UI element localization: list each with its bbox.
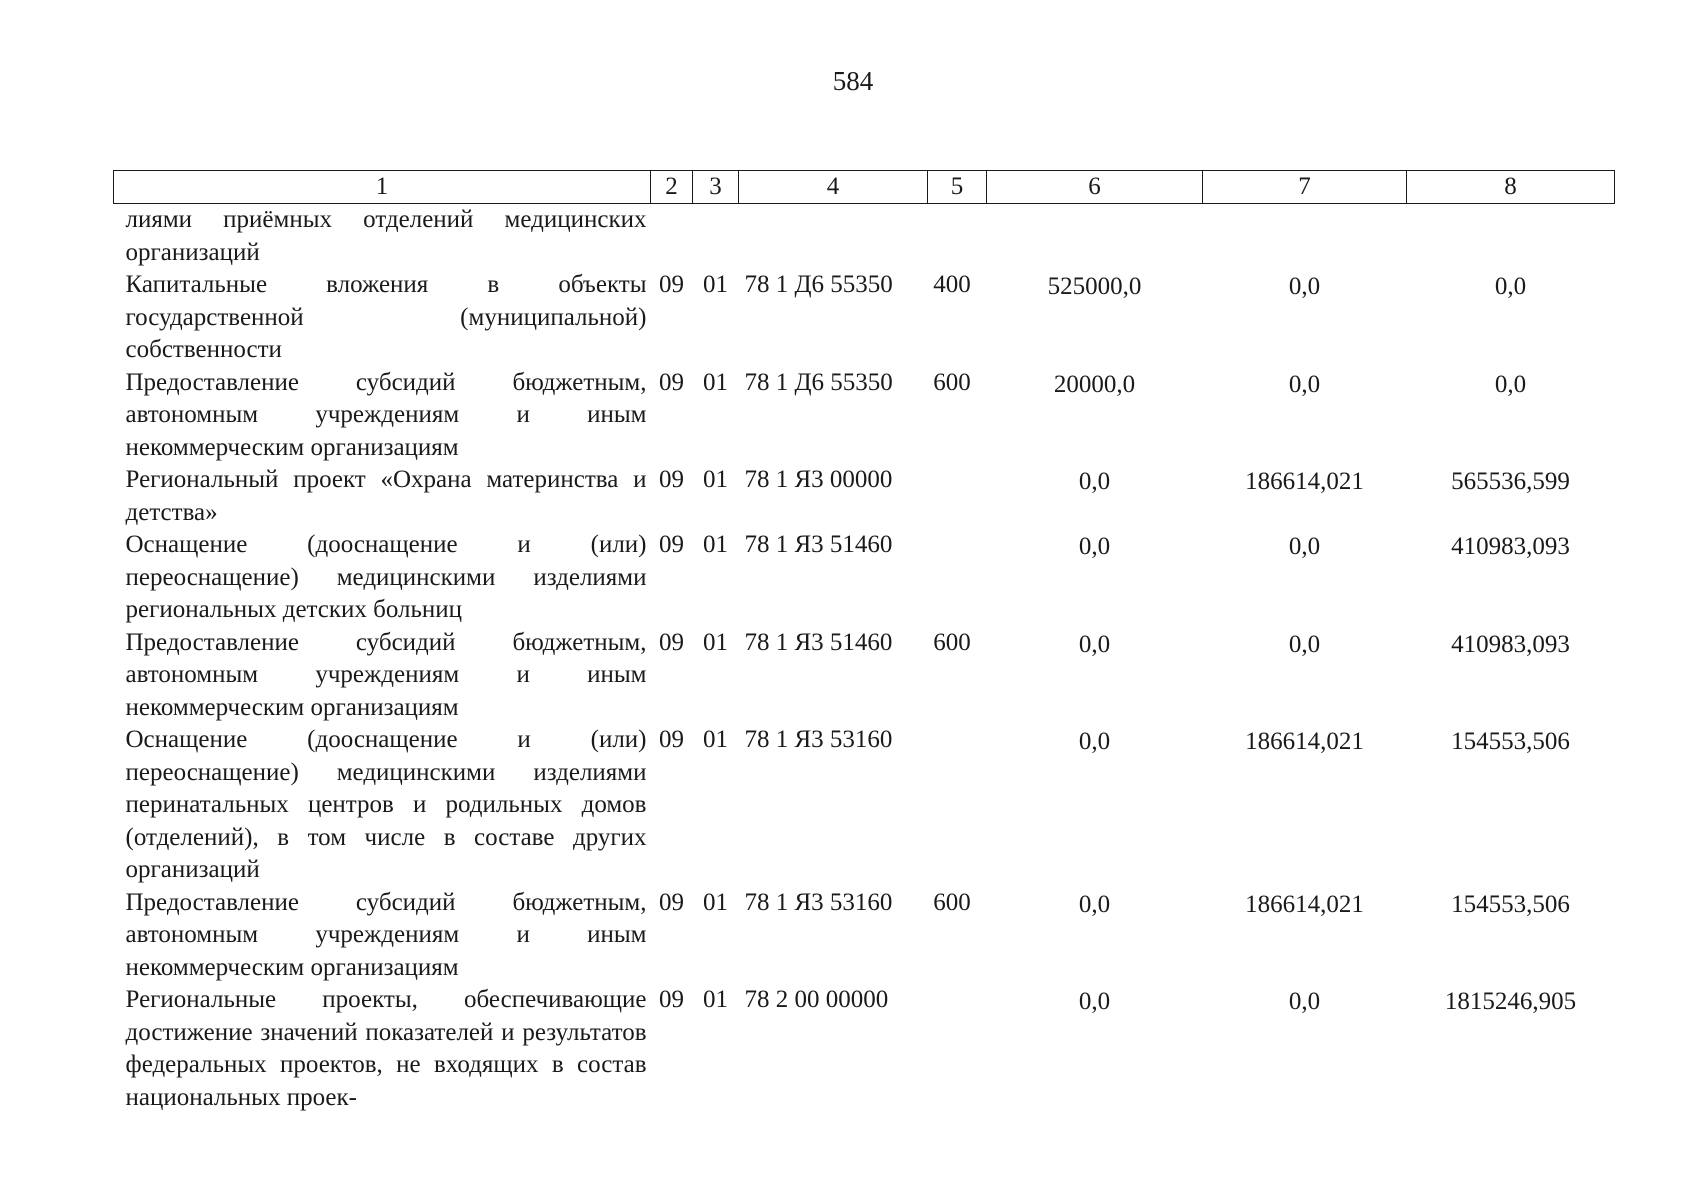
row-description: Региональные проекты, обеспечивающие достижение значений показателей и результатов федеральных проектов, не входящих в состав национальных проек- (125, 986, 647, 1111)
expense-type-code (928, 984, 987, 1114)
expense-type-code: 600 (933, 888, 971, 916)
subsection-code: 01 (703, 726, 728, 753)
column-header: 4 (739, 171, 928, 204)
subsection-code: 01 (703, 986, 728, 1013)
amount-col6: 0,0 (1078, 468, 1111, 495)
target-article-code: 78 1 Д6 55350 (744, 368, 893, 396)
amount-col6: 20000,0 (1053, 370, 1136, 398)
section-code (651, 204, 693, 270)
page-number: 584 (832, 66, 874, 96)
expense-type-code: 600 (933, 628, 971, 656)
column-header: 6 (987, 171, 1203, 204)
expense-type-code: 400 (933, 271, 971, 298)
row-description: Региональный проект «Охрана материнства и детства» (125, 466, 647, 526)
column-header: 7 (1203, 171, 1407, 204)
amount-col6: 0,0 (1078, 630, 1111, 658)
table-row (114, 887, 1615, 985)
expense-type-code (928, 204, 987, 270)
table-row (114, 367, 1615, 465)
subsection-code (693, 204, 739, 270)
target-article-code: 78 2 00 00000 (744, 986, 889, 1013)
amount-col7: 0,0 (1288, 273, 1321, 300)
amount-col8 (1407, 204, 1615, 270)
section-code: 09 (659, 531, 684, 558)
subsection-code: 01 (703, 628, 728, 656)
column-number-row (114, 171, 1615, 204)
column-header: 3 (693, 171, 739, 204)
section-code: 09 (659, 368, 684, 396)
amount-col6: 0,0 (1078, 728, 1111, 755)
row-description: Предоставление субсидий бюджетным, автономным учреждениям и иным некоммерческим организациям (125, 888, 647, 981)
target-article-code: 78 1 Я3 00000 (744, 466, 893, 493)
amount-col8: 154553,506 (1451, 728, 1570, 755)
amount-col7: 0,0 (1288, 370, 1321, 398)
amount-col8: 0,0 (1494, 273, 1527, 300)
subsection-code: 01 (703, 531, 728, 558)
amount-col7: 186614,021 (1245, 890, 1364, 918)
row-description: Оснащение (дооснащение и (или) переоснащение) медицинскими изделиями перинатальных центров и родильных домов (отделений), в том числе в составе других организаций (125, 726, 647, 883)
section-code: 09 (659, 888, 684, 916)
section-code: 09 (659, 986, 684, 1013)
target-article-code: 78 1 Я3 51460 (744, 628, 893, 656)
target-article-code: 78 1 Я3 53160 (744, 726, 893, 753)
amount-col8: 0,0 (1494, 370, 1527, 398)
subsection-code: 01 (703, 888, 728, 916)
amount-col7: 186614,021 (1245, 728, 1364, 755)
amount-col8: 565536,599 (1451, 468, 1570, 495)
table-row (114, 627, 1615, 725)
target-article-code: 78 1 Я3 51460 (744, 531, 893, 558)
amount-col6: 525000,0 (1047, 273, 1142, 300)
table-row (114, 464, 1615, 529)
row-description: лиями приёмных отделений медицинских организаций (125, 206, 647, 266)
amount-col6: 0,0 (1078, 533, 1111, 560)
amount-col7 (1203, 204, 1407, 270)
table-row (114, 529, 1615, 627)
amount-col8: 410983,093 (1451, 533, 1570, 560)
amount-col8: 154553,506 (1451, 890, 1570, 918)
amount-col7: 0,0 (1288, 533, 1321, 560)
subsection-code: 01 (703, 368, 728, 396)
subsection-code: 01 (703, 271, 728, 298)
expense-type-code: 600 (933, 368, 971, 396)
amount-col6: 0,0 (1078, 890, 1111, 918)
expense-type-code (928, 529, 987, 627)
row-description: Предоставление субсидий бюджетным, автономным учреждениям и иным некоммерческим организациям (125, 628, 647, 721)
table-row (114, 984, 1615, 1114)
amount-col7: 0,0 (1288, 988, 1321, 1015)
amount-col8: 410983,093 (1451, 630, 1570, 658)
section-code: 09 (659, 726, 684, 753)
expense-type-code (928, 724, 987, 887)
table-header (114, 171, 1615, 204)
amount-col7: 0,0 (1288, 630, 1321, 658)
section-code: 09 (659, 271, 684, 298)
amount-col6 (987, 204, 1203, 270)
target-article-code: 78 1 Д6 55350 (744, 271, 893, 298)
column-header: 2 (651, 171, 693, 204)
target-article-code (739, 204, 928, 270)
table-row (114, 724, 1615, 887)
subsection-code: 01 (703, 466, 728, 493)
column-header: 1 (114, 171, 651, 204)
amount-col7: 186614,021 (1245, 468, 1364, 495)
target-article-code: 78 1 Я3 53160 (744, 888, 893, 916)
column-header: 8 (1407, 171, 1615, 204)
table-body (114, 204, 1615, 1115)
amount-col6: 0,0 (1078, 988, 1111, 1015)
section-code: 09 (659, 628, 684, 656)
budget-table (113, 170, 1615, 1114)
section-code: 09 (659, 466, 684, 493)
row-description: Предоставление субсидий бюджетным, автономным учреждениям и иным некоммерческим организациям (125, 368, 647, 461)
column-header: 5 (928, 171, 987, 204)
table-row (114, 204, 1615, 270)
expense-type-code (928, 464, 987, 529)
row-description: Капитальные вложения в объекты государственной (муниципальной) собственности (125, 271, 647, 363)
amount-col8: 1815246,905 (1444, 988, 1577, 1015)
row-description: Оснащение (дооснащение и (или) переоснащение) медицинскими изделиями региональных детских больниц (125, 531, 647, 623)
table-row (114, 269, 1615, 367)
